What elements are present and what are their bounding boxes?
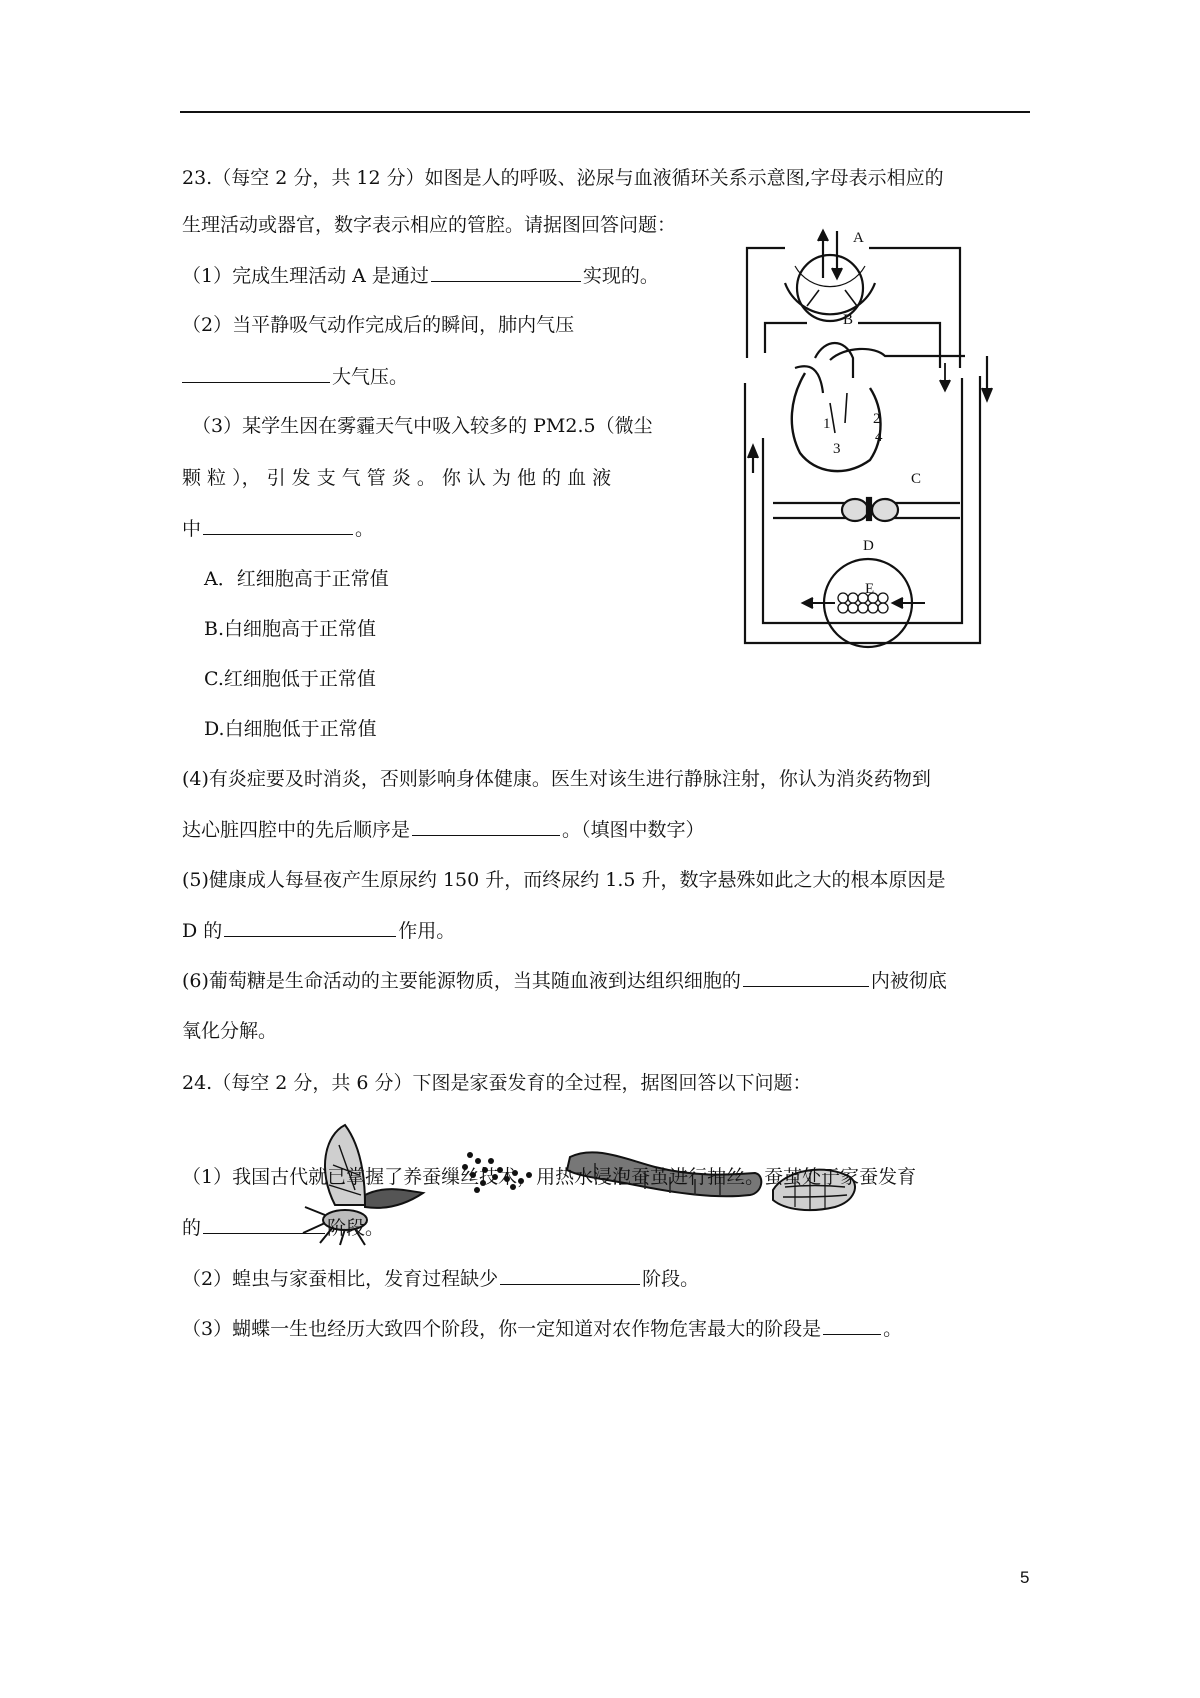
q24-part2-text-a: （2）蝗虫与家蚕相比，发育过程缺少 — [182, 1268, 499, 1290]
q23-part2-text-b: 大气压。 — [332, 366, 409, 388]
label-a: A — [853, 230, 864, 246]
q23-part5-blank[interactable] — [224, 918, 396, 937]
pulmonary-right-vessel — [869, 248, 960, 368]
q24-header: 24.（每空 2 分，共 6 分）下图是家蚕发育的全过程，据图回答以下问题： — [182, 1072, 812, 1094]
q23-part2-blank[interactable] — [182, 364, 330, 383]
q24-part3 — [182, 1316, 902, 1341]
q23-part5-line-1: (5)健康成人每昼夜产生原尿约 150 升，而终尿约 1.5 升，数字悬殊如此之大的根本原因是 — [182, 869, 946, 891]
q23-part3-line-3 — [182, 516, 374, 541]
q23-part3-line-2: 颗 粒 ）， 引 发 支 气 管 炎 。 你 认 为 他 的 血 液 — [182, 467, 612, 489]
label-4: 4 — [875, 429, 883, 445]
q23-part6-text-a: (6)葡萄糖是生命活动的主要能源物质，当其随血液到达组织细胞的 — [182, 970, 741, 992]
q23-part1-text-b: 实现的。 — [582, 265, 659, 287]
q23-part4-text-b: 达心脏四腔中的先后顺序是 — [182, 819, 411, 841]
q24-part1-line-2 — [182, 1215, 384, 1240]
label-e: E — [865, 581, 875, 597]
page-number: 5 — [1020, 1568, 1030, 1587]
q23-header-line-2: 生理活动或器官，数字表示相应的管腔。请据图回答问题： — [182, 214, 677, 236]
q23-part4-line-1: (4)有炎症要及时消炎，否则影响身体健康。医生对该生进行静脉注射，你认为消炎药物到 — [182, 768, 931, 790]
q24-part2-text-b: 阶段。 — [642, 1268, 700, 1290]
vena-cava — [795, 366, 823, 393]
q23-part6-blank[interactable] — [743, 968, 869, 987]
q24-part1-text-b: 的 — [182, 1217, 202, 1239]
q24-part1-text-c: 阶段。 — [327, 1217, 385, 1239]
q23-option-c: C.红细胞低于正常值 — [204, 668, 376, 690]
q23-part6-line-1 — [182, 968, 947, 993]
q23-option-d: D.白细胞低于正常值 — [204, 718, 377, 740]
q23-part2-line-2 — [182, 364, 408, 389]
q23-header-line-1: 23.（每空 2 分，共 12 分）如图是人的呼吸、泌尿与血液循环关系示意图,字母表示相应的 — [182, 167, 944, 189]
aorta — [815, 343, 853, 378]
arrow-down-icon — [832, 268, 842, 278]
label-c: C — [911, 471, 922, 487]
q23-part4-line-2 — [182, 817, 705, 842]
q23-part2-line-1: （2）当平静吸气动作完成后的瞬间，肺内气压 — [182, 314, 575, 336]
q23-part3-text-c: 中 — [182, 518, 202, 540]
pulmonary-inner-left — [765, 323, 807, 353]
label-3: 3 — [833, 441, 841, 457]
q23-part4-blank[interactable] — [412, 817, 560, 836]
q23-part5-line-2 — [182, 918, 455, 943]
q23-part1-text-a: （1）完成生理活动 A 是通过 — [182, 265, 429, 287]
arrow-up-icon — [818, 231, 828, 241]
q23-part6-line-2: 氧化分解。 — [182, 1020, 278, 1042]
alveolus-inner — [797, 255, 863, 321]
q24-part3-text-b: 。 — [883, 1318, 903, 1340]
q23-part5-text-c: 作用。 — [398, 920, 456, 942]
q23-part1-blank[interactable] — [431, 263, 581, 282]
q23-option-b: B.白细胞高于正常值 — [204, 618, 377, 640]
q23-part3-line-1: （3）某学生因在雾霾天气中吸入较多的 PM2.5（微尘 — [192, 415, 653, 437]
q23-part3-blank[interactable] — [203, 516, 353, 535]
q23-part4-text-c: 。（填图中数字） — [562, 819, 705, 841]
q23-part3-text-end: 。 — [355, 518, 375, 540]
q24-part3-text-a: （3）蝴蝶一生也经历大致四个阶段，你一定知道对农作物危害最大的阶段是 — [182, 1318, 822, 1340]
label-1: 1 — [823, 416, 831, 432]
q24-part2 — [182, 1266, 699, 1291]
alveolus-wall — [795, 266, 865, 287]
kidney-left — [842, 499, 868, 521]
tissue-cells — [838, 593, 888, 613]
label-2: 2 — [873, 411, 881, 427]
q24-part2-blank[interactable] — [500, 1266, 640, 1285]
circulation-diagram — [735, 228, 1005, 688]
pulmonary-inner-right — [858, 323, 940, 368]
q23-option-a: A．红细胞高于正常值 — [204, 568, 389, 590]
q23-part5-text-b: D 的 — [182, 920, 223, 942]
q24-part3-blank[interactable] — [823, 1316, 881, 1335]
kidney-right — [872, 499, 898, 521]
q23-part1 — [182, 263, 659, 288]
q23-part6-text-b: 内被彻底 — [870, 970, 947, 992]
label-b: B — [843, 312, 854, 328]
label-d: D — [863, 538, 874, 554]
header-rule — [180, 111, 1030, 113]
q24-part1-line-1: （1）我国古代就已掌握了养蚕缫丝技术，用热水浸泡蚕茧进行抽丝。蚕茧处于家蚕发育 — [182, 1166, 917, 1188]
arrow-left-icon — [803, 598, 813, 608]
q24-part1-blank[interactable] — [203, 1215, 325, 1234]
